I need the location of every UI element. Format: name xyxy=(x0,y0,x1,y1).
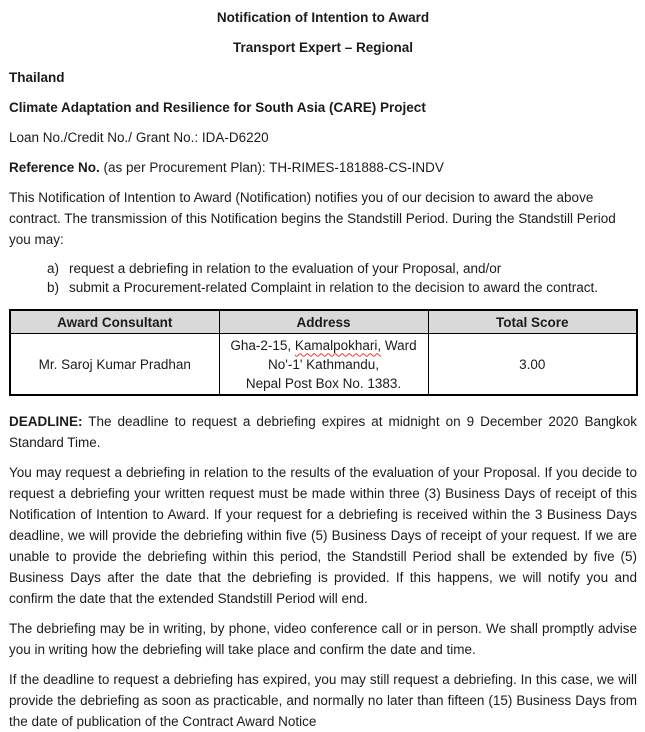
list-text-a: request a debriefing in relation to the evaluation of your Proposal, and/or xyxy=(69,261,502,276)
deadline-paragraph xyxy=(9,411,637,453)
document-title: Notification of Intention to Award xyxy=(216,10,430,25)
address-line-1-post: Ward xyxy=(381,337,417,353)
expired-deadline-paragraph: If the deadline to request a debriefing has expired, you may still request a debriefing. In this case, we will provide the debriefing as soon as practicable, and normally no later than fifteen (15) Business Days from the date of publication of the Contract Award Notice xyxy=(9,672,637,729)
cell-address xyxy=(219,334,428,396)
address-line-1 xyxy=(224,336,424,355)
address-misspelled-word: Kamalpokhari, xyxy=(294,337,382,353)
document-subtitle: Transport Expert – Regional xyxy=(232,40,414,55)
address-line-1-pre: Gha-2-15, xyxy=(230,337,295,353)
cell-total-score: 3.00 xyxy=(428,334,637,396)
loan-credit-grant-line: Loan No./Credit No./ Grant No.: IDA-D6220 xyxy=(9,130,269,145)
list-item-b xyxy=(9,278,637,297)
debriefing-rules-paragraph: You may request a debriefing in relation to the results of the evaluation of your Proposal. If you decide to request a debriefing your written request must be made within three (3) Business Days of receipt of this Notification of Intention to Award. If your request for a debriefing is received within the 3 Business Days deadline, we will provide the debriefing within five (5) Business Days of receipt of your request. If we are unable to provide the debriefing within this period, the Standstill Period shall be extended by five (5) Business Days after the date that the debriefing is provided. If this happens, we will notify you and confirm the date that the extended Standstill Period will end. xyxy=(9,465,637,606)
project-heading: Climate Adaptation and Resilience for South Asia (CARE) Project xyxy=(9,100,426,115)
deadline-text: The deadline to request a debriefing expires at midnight on 9 December 2020 Bangkok Standard Time. xyxy=(9,414,637,450)
list-marker-b: b) xyxy=(47,280,60,295)
award-table xyxy=(9,309,638,396)
header-address: Address xyxy=(219,310,428,334)
reference-label: Reference No. xyxy=(9,160,100,175)
award-table-header-row xyxy=(10,310,637,334)
debriefing-method-paragraph: The debriefing may be in writing, by phone, video conference call or in person. We shall promptly advise you in writing how the debriefing will take place and confirm the date and time. xyxy=(9,621,637,657)
address-line-3: Nepal Post Box No. 1383. xyxy=(245,375,402,391)
table-row xyxy=(10,334,637,396)
list-marker-a: a) xyxy=(47,261,60,276)
cell-consultant-name: Mr. Saroj Kumar Pradhan xyxy=(10,334,219,396)
list-item-a xyxy=(9,259,637,278)
address-line-2: No'-1' Kathmandu, xyxy=(268,356,379,372)
reference-line xyxy=(9,157,637,178)
country-heading: Thailand xyxy=(9,70,65,85)
header-total-score: Total Score xyxy=(428,310,637,334)
reference-value: (as per Procurement Plan): TH-RIMES-181888-CS-INDV xyxy=(99,160,444,175)
standstill-options-list xyxy=(9,259,637,297)
intro-paragraph: This Notification of Intention to Award (Notification) notifies you of our decision to award the above contract. The transmission of this Notification begins the Standstill Period. During the Standstill Period you may: xyxy=(9,190,616,247)
header-award-consultant: Award Consultant xyxy=(10,310,219,334)
list-text-b: submit a Procurement-related Complaint in relation to the decision to award the contract. xyxy=(69,280,599,295)
deadline-label: DEADLINE: xyxy=(9,414,83,429)
